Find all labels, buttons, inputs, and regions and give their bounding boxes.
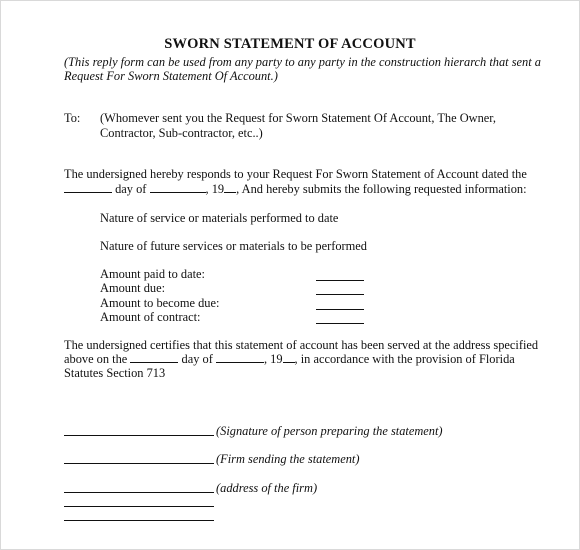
amount-to-become-due-label: Amount to become due: <box>100 296 220 310</box>
intro-line-2: Request For Sworn Statement Of Account.) <box>64 69 278 83</box>
year-prefix: , 19 <box>205 182 225 196</box>
year-blank[interactable] <box>224 182 236 193</box>
amount-due-label: Amount due: <box>100 281 166 295</box>
service-year-prefix: , 19 <box>263 352 283 366</box>
service-month-blank[interactable] <box>216 352 264 363</box>
intro-line-1: (This reply form can be used from any party to any party in the construction hierarch that sent a <box>64 55 541 69</box>
address-line-1[interactable] <box>64 492 214 493</box>
firm-label: (Firm sending the statement) <box>216 452 360 466</box>
certification-paragraph-rest: , in accordance with the provision of Florida <box>294 352 515 366</box>
response-paragraph-line-2 <box>64 182 527 197</box>
nature-of-service: Nature of service or materials performed to date <box>100 211 339 225</box>
above-on-the-text: above on the <box>64 352 128 366</box>
to-line-2: Contractor, Sub-contractor, etc..) <box>100 126 263 140</box>
address-line-2[interactable] <box>64 506 214 507</box>
day-blank[interactable] <box>64 182 112 193</box>
address-label: (address of the firm) <box>216 481 318 495</box>
response-paragraph-rest: , And hereby submits the following requested information: <box>236 182 527 196</box>
certification-paragraph-line-2 <box>64 352 515 367</box>
signature-line[interactable] <box>64 435 214 436</box>
nature-of-future-services: Nature of future services or materials to be performed <box>100 239 367 253</box>
service-year-blank[interactable] <box>283 352 295 363</box>
signature-label: (Signature of person preparing the statement) <box>216 424 443 438</box>
address-line-3[interactable] <box>64 520 214 521</box>
response-paragraph-line-1: The undersigned hereby responds to your Request For Sworn Statement of Account dated the <box>64 167 527 181</box>
day-of-text: day of <box>115 182 147 196</box>
amount-paid-label: Amount paid to date: <box>100 267 205 281</box>
amount-due-blank[interactable] <box>316 294 364 295</box>
to-line-1: (Whomever sent you the Request for Sworn Statement Of Account, The Owner, <box>100 111 497 125</box>
certification-paragraph-line-1: The undersigned certifies that this statement of account has been served at the address specified <box>64 338 539 352</box>
document-title: SWORN STATEMENT OF ACCOUNT <box>164 36 416 52</box>
service-day-of-text: day of <box>181 352 213 366</box>
certification-paragraph-line-3: Statutes Section 713 <box>64 366 166 380</box>
firm-line[interactable] <box>64 463 214 464</box>
amount-of-contract-blank[interactable] <box>316 323 364 324</box>
amount-to-become-due-blank[interactable] <box>316 309 364 310</box>
service-day-blank[interactable] <box>130 352 178 363</box>
month-blank[interactable] <box>150 182 206 193</box>
to-label: To: <box>64 111 81 125</box>
amount-of-contract-label: Amount of contract: <box>100 310 201 324</box>
amount-paid-blank[interactable] <box>316 280 364 281</box>
